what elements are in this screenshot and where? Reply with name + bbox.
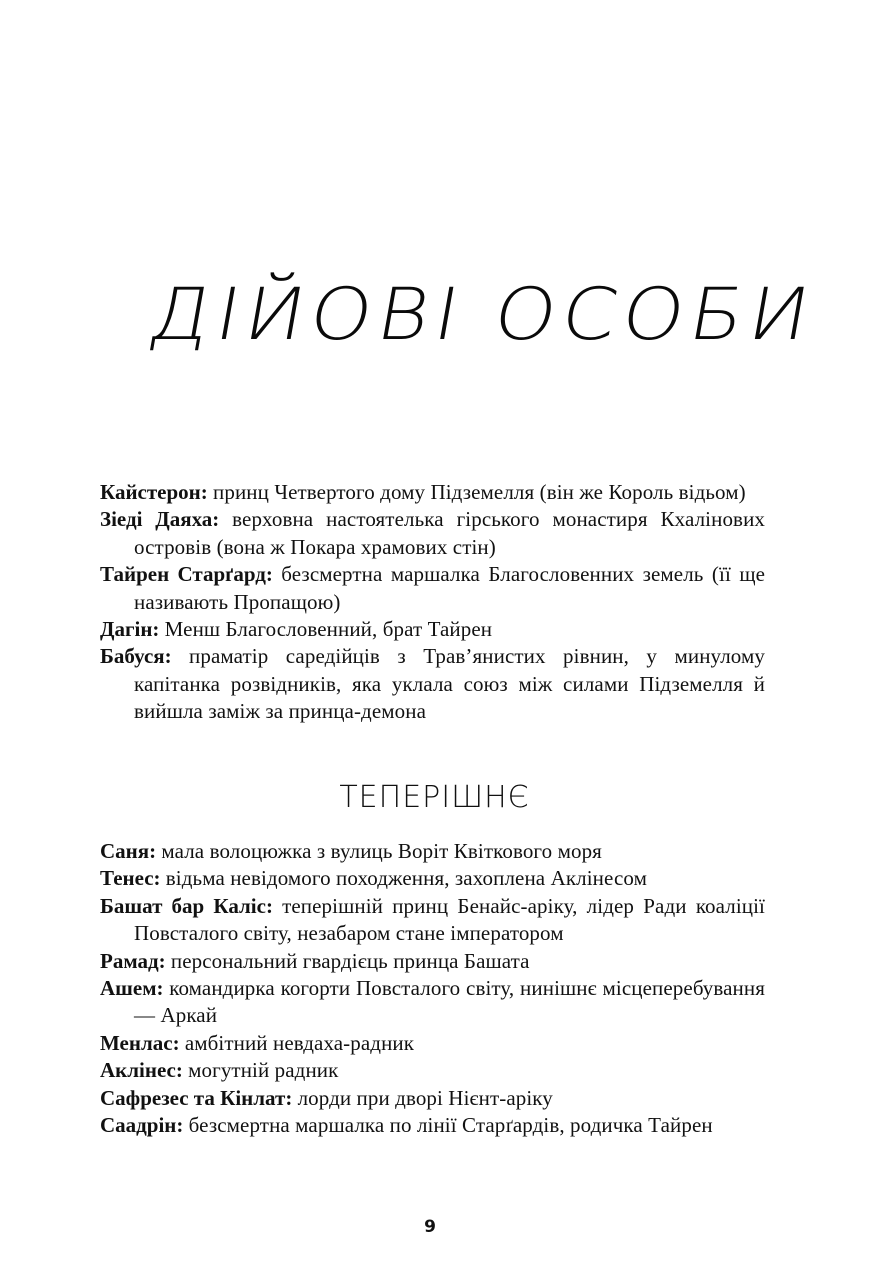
character-name: Ашем: xyxy=(100,976,164,1001)
character-name: Бабуся: xyxy=(100,644,172,669)
character-entry xyxy=(100,506,765,561)
character-entry xyxy=(100,561,765,616)
character-name: Дагін: xyxy=(100,617,160,642)
character-entry xyxy=(100,893,765,948)
character-entry xyxy=(100,865,765,892)
character-entry xyxy=(100,975,765,1030)
character-name: Тайрен Старґард: xyxy=(100,562,273,587)
character-entry xyxy=(100,1030,765,1057)
character-name: Рамад: xyxy=(100,948,166,973)
character-description: безсмертна маршалка по лінії Старґардів, родичка Тайрен xyxy=(188,1113,713,1138)
character-name: Саадрін: xyxy=(100,1113,184,1138)
character-name: Тенес: xyxy=(100,866,161,891)
character-name: Аклінес: xyxy=(100,1058,183,1083)
character-description: верховна настоятелька гірського монастиря Кхалінових островів (вона ж Покара храмових стін) xyxy=(134,507,766,559)
character-description: командирка когорти Повсталого світу, нинішнє місцеперебування — Аркай xyxy=(134,976,765,1028)
page-title: ДІЙОВІ ОСОБИ xyxy=(142,273,822,357)
character-entry xyxy=(100,1085,765,1112)
character-description: мала волоцюжка з вулиць Воріт Квіткового моря xyxy=(161,839,602,863)
character-entry xyxy=(100,948,765,975)
character-description: лорди при дворі Нієнт-аріку xyxy=(297,1085,553,1110)
character-entry xyxy=(100,643,765,725)
characters-list-present xyxy=(100,838,765,1139)
character-entry xyxy=(100,838,765,865)
character-description: відьма невідомого походження, захоплена Аклінесом xyxy=(165,866,647,891)
character-name: Сафрезес та Кінлат: xyxy=(100,1085,293,1110)
character-description: принц Четвертого дому Підземелля (він же Король відьом) xyxy=(213,480,746,504)
character-name: Кайстерон: xyxy=(100,480,208,504)
character-entry xyxy=(100,616,765,643)
character-name: Башат бар Каліс: xyxy=(100,893,273,918)
character-entry xyxy=(100,479,765,506)
character-description: Менш Благословенний, брат Тайрен xyxy=(164,617,493,642)
character-description: безсмертна маршалка Благословенних земель (її ще називають Пропащою) xyxy=(134,562,766,614)
character-name: Саня: xyxy=(100,839,157,863)
character-entry xyxy=(100,1112,765,1139)
page-number: 9 xyxy=(424,1217,436,1237)
character-entry xyxy=(100,1057,765,1084)
character-description: теперішній принц Бенайс-аріку, лідер Ради коаліції Повсталого світу, незабаром стане імператором xyxy=(134,893,765,946)
characters-list-past xyxy=(100,479,765,726)
character-name: Менлас: xyxy=(100,1030,180,1055)
section-heading-present: ТЕПЕРІШНЄ xyxy=(339,780,530,815)
character-description: праматір саредійців з Трав’янистих рівнин, у минулому капітанка розвідників, яка уклала союз між силами Підземелля й вийшла заміж за принца-демона xyxy=(134,644,766,724)
character-name: Зіеді Даяха: xyxy=(100,507,220,532)
character-description: персональний гвардієць принца Башата xyxy=(170,948,530,973)
character-description: могутній радник xyxy=(188,1058,339,1083)
character-description: амбітний невдаха-радник xyxy=(184,1030,415,1055)
